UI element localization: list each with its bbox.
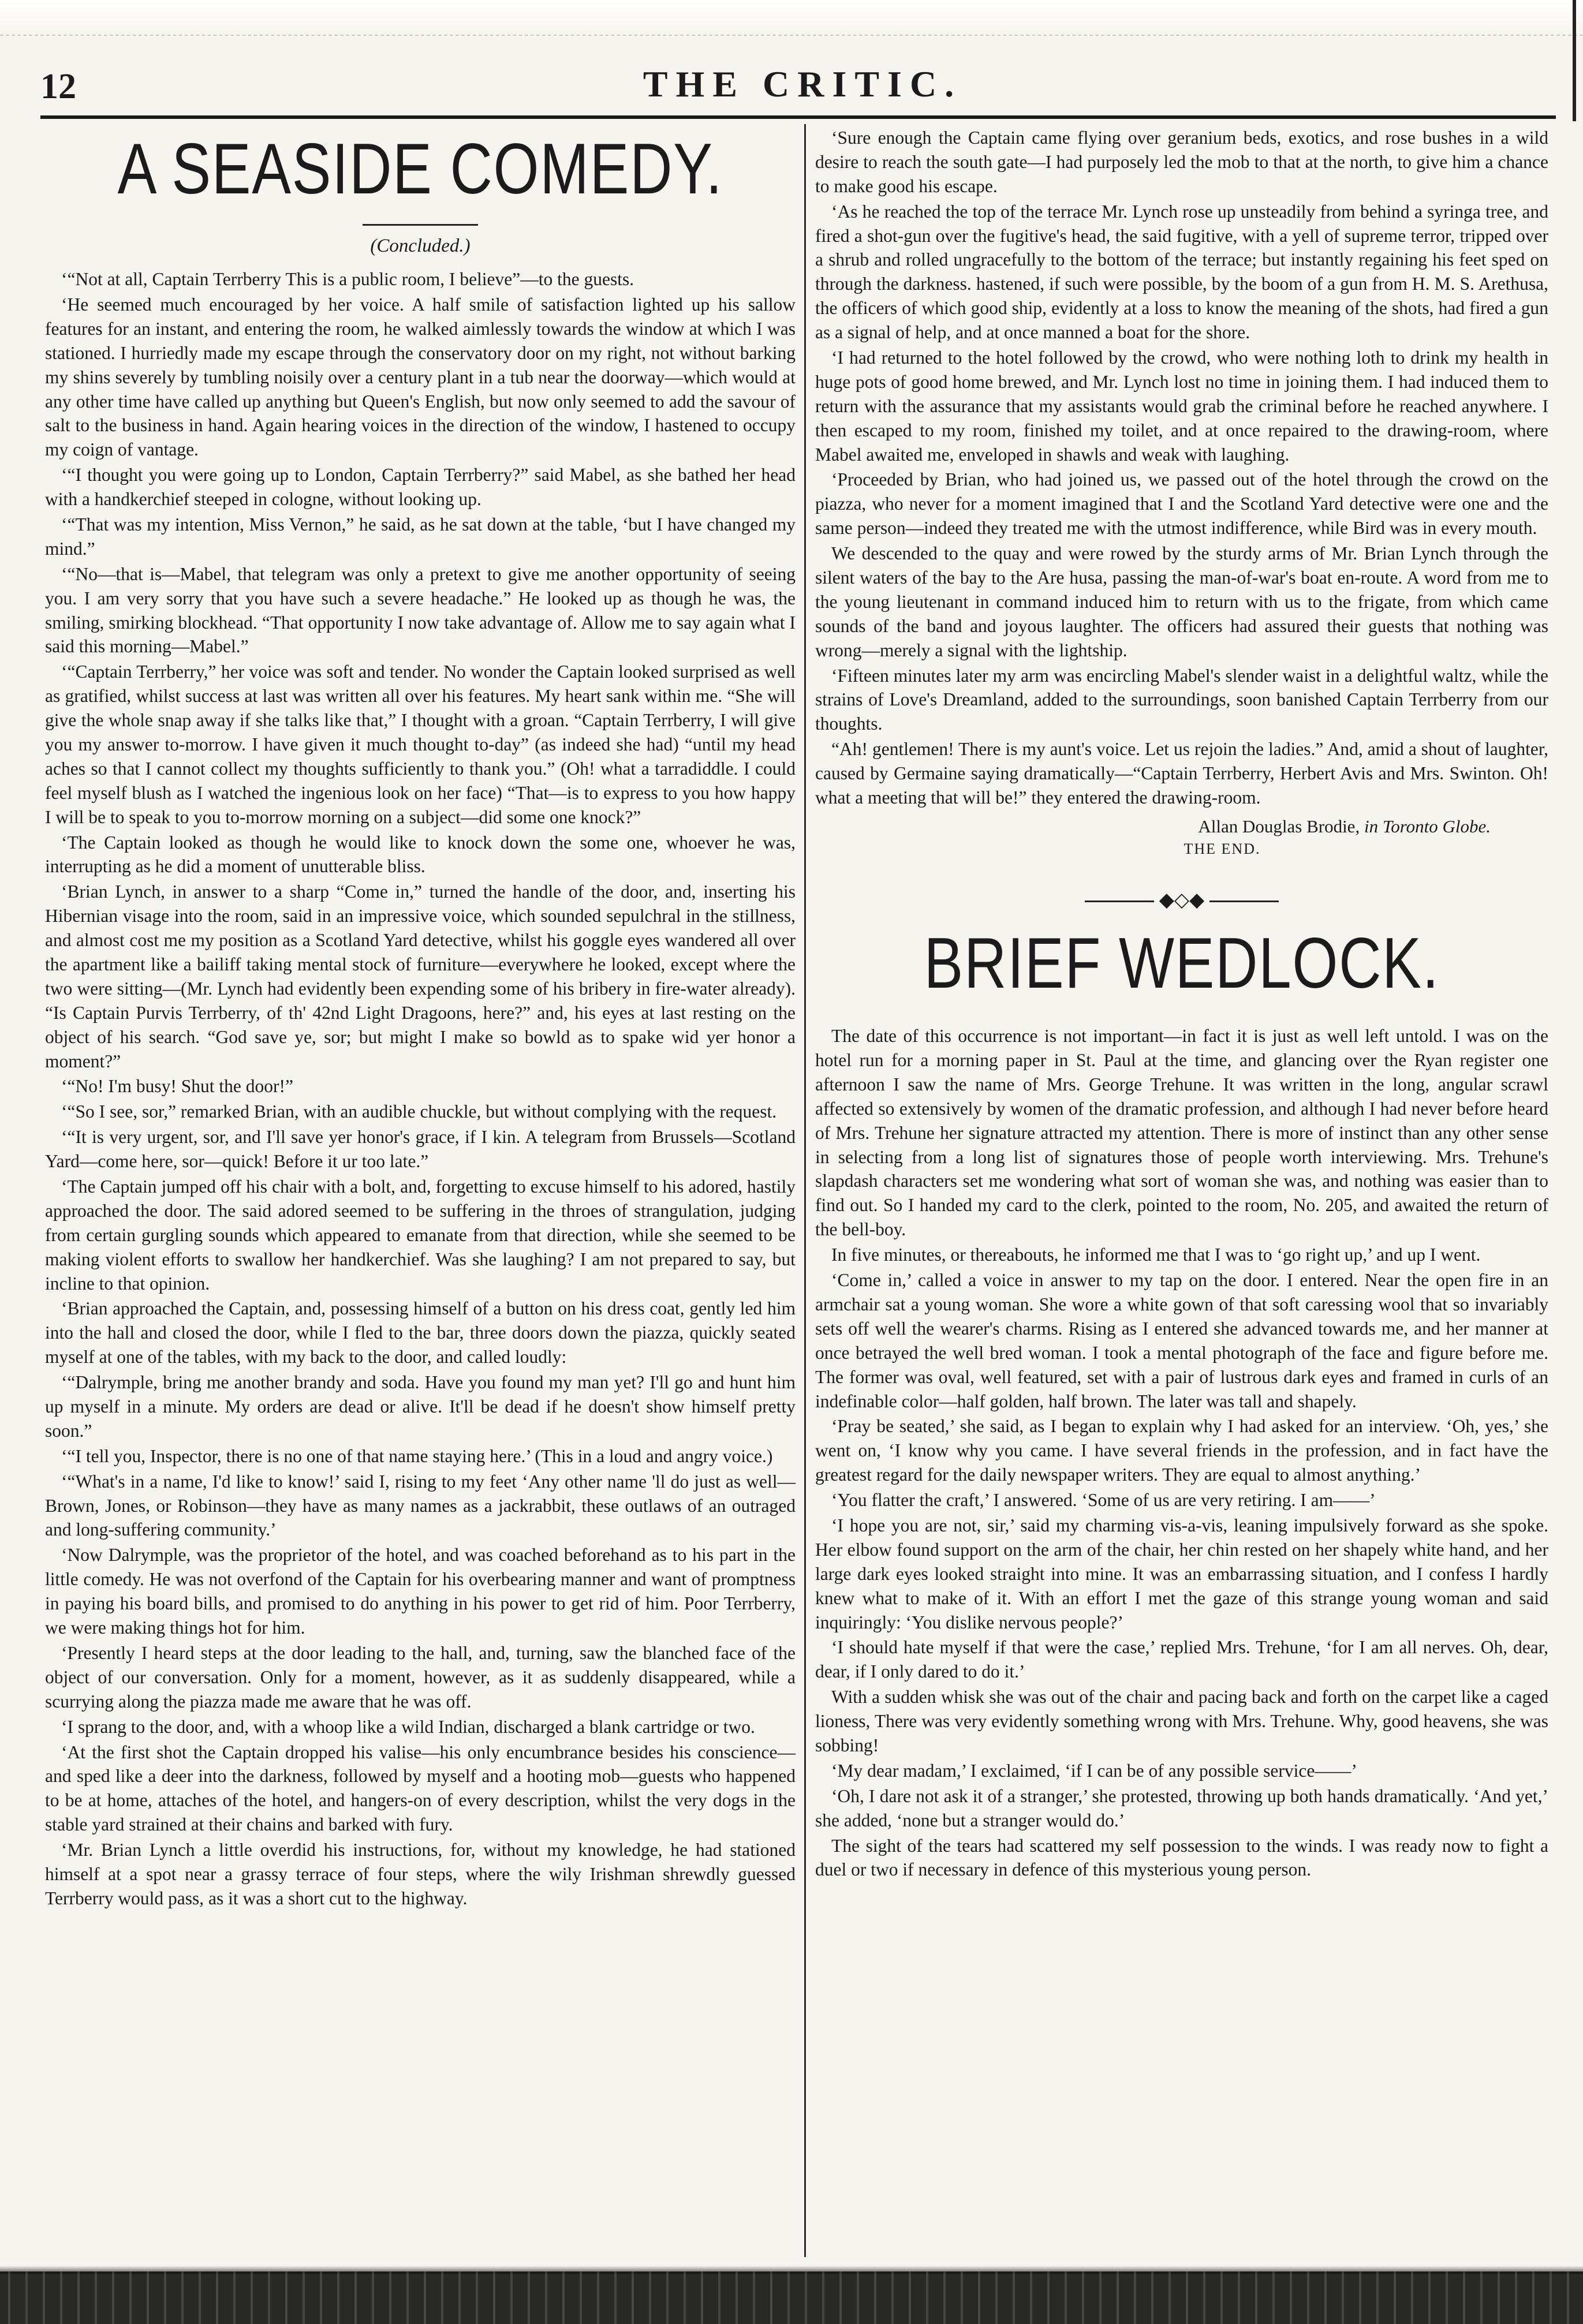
story1-paragraph: ‘“That was my intention, Miss Vernon,” he said, as he sat down at the table, ‘but I have changed my mind.” (45, 514, 796, 559)
story1-paragraph: ‘“No! I'm busy! Shut the door!” (61, 1076, 293, 1097)
story2-paragraph: ‘You flatter the craft,’ I answered. ‘Some of us are very retiring. I am——’ (831, 1490, 1376, 1511)
story2-paragraph: ‘Come in,’ called a voice in answer to my tap on the door. I entered. Near the open fire in an armchair sat a young woman. She wore a white gown of that soft caressing wool that so invariably sets off well the wearer's charms. Rising as I entered she advanced towards me, and her manner at once betrayed the well bred woman. I took a mental photograph of the face and figure before me. The former was oval, well featured, set with a pair of lustrous dark eyes and framed in curls of an indefinable color—half golden, half brown. The later was tall and shapely. (815, 1270, 1548, 1411)
story2-paragraph: With a sudden whisk she was out of the chair and pacing back and forth on the carpet like a caged lioness, There was very evidently something wrong with Mrs. Trehune. Why, good heavens, she was sobbing! (815, 1687, 1548, 1755)
right-column (815, 126, 1548, 1883)
story1-paragraph: ‘Proceeded by Brian, who had joined us, we passed out of the hotel through the crowd on the piazza, who never for a moment imagined that I and the Scotland Yard detective were one and the same person—indeed they treated me with the utmost indifference, while Bird was in every mouth. (815, 469, 1548, 539)
column-divider (804, 124, 806, 2257)
story2-paragraph: The sight of the tears had scattered my self possession to the winds. I was ready now to fight a duel or two if necessary in defence of this mysterious young person. (815, 1835, 1548, 1880)
story1-paragraph (45, 1838, 796, 1911)
story1-paragraph: ‘I sprang to the door, and, with a whoop like a wild Indian, discharged a blank cartridge or two. (61, 1716, 755, 1737)
story1-paragraph: ‘The Captain jumped off his chair with a bolt, and, forgetting to excuse himself to his adored, hastily approached the door. The said adored seemed to be suffering in the throes of strangulation, judging from certain gurgling sounds which appeared to emanate from that direction, while she seemed to be making violent efforts to swallow her handkerchief. Was she laughing? I am not prepared to say, but incline to that opinion. (45, 1176, 796, 1294)
scan-edge-mark (1573, 0, 1576, 121)
story1-paragraph: ‘“What's in a name, I'd like to know!’ said I, rising to my feet ‘Any other name 'll do just as well—Brown, Jones, or Robinson—they have as many names as a jackrabbit, these outlaws of an outraged and long-suffering community.’ (45, 1471, 796, 1540)
story1-paragraph: ‘At the first shot the Captain dropped his valise—his only encumbrance besides his conscience—and sped like a deer into the darkness, followed by myself and a hooting mob—guests who happened to be at home, attaches of the hotel, and hangers-on of every description, whilst the very dogs in the stable yard strained at their chains and barked with fury. (45, 1742, 796, 1835)
page-header (40, 61, 1565, 115)
story1-paragraph: ‘“Captain Terrberry,” her voice was soft and tender. No wonder the Captain looked surprised as well as gratified, whilst success at last was written all over his features. My heart sank within me. “She will give the whole snap away if she talks like that,” I thought with a groan. “Captain Terrberry, I will give you my answer to-morrow. I have given it much thought to-day” (as indeed she had) “until my head aches so that I cannot collect my thoughts sufficiently to thank you.” (Oh! what a tarradiddle. I could feel myself blush as I watched the ingenious look on her face) “That—is to express to you how happy I will be to speak to you to-morrow morning on a subject—did some one knock?” (45, 662, 796, 827)
story1-subtitle: (Concluded.) (370, 236, 471, 257)
story1-paragraph: ‘“I tell you, Inspector, there is no one of that name staying here.’ (This in a loud and angry voice.) (61, 1445, 773, 1466)
story1-paragraph: ‘Fifteen minutes later my arm was encircling Mabel's slender waist in a delightful waltz, while the strains of Love's Dreamland, added to the surroundings, soon banished Captain Terrberry from our thoughts. (815, 665, 1548, 734)
story1-paragraph: ‘“So I see, sor,” remarked Brian, with an audible chuckle, but without complying with the request. (61, 1101, 777, 1122)
story1-paragraph: ‘“It is very urgent, sor, and I'll save yer honor's grace, if I kin. A telegram from Brussels—Scotland Yard—come here, sor—quick! Before it ur too late.” (45, 1127, 796, 1172)
story2-title: BRIEF WEDLOCK. (924, 923, 1440, 1003)
scan-bottom-edge (0, 2271, 1583, 2324)
story1-paragraph: We descended to the quay and were rowed by the sturdy arms of Mr. Brian Lynch through the silent waters of the bay to the Are husa, passing the man-of-war's boat en-route. A word from me to the young lieutenant in command induced him to return with us to the frigate, from which came sounds of the band and joyous laughter. The officers had assured their guests that nothing was wrong—merely a signal with the lightship. (815, 543, 1548, 660)
story1-paragraph: ‘The Captain looked as though he would like to knock down the some one, whoever he was, interrupting as he did a moment of unutterable bliss. (45, 832, 796, 877)
story1-paragraph: ‘I had returned to the hotel followed by the crowd, who were nothing loth to drink my health in huge pots of good home brewed, and Mr. Lynch lost no time in joining them. I had induced them to return with the assurance that my assistants would grab the criminal before he reached anywhere. I then escaped to my room, finished my toilet, and at once repaired to the drawing-room, where Mabel awaited me, enveloped in shawls and weak with laughing. (815, 348, 1548, 465)
author-name: Allan Douglas Brodie, (1198, 816, 1360, 836)
scan-top-edge (0, 0, 1583, 36)
title-rule (363, 224, 478, 226)
page-number: 12 (40, 67, 76, 106)
the-end-label: THE END. (1183, 840, 1261, 858)
story2-paragraph: ‘My dear madam,’ I exclaimed, ‘if I can be of any possible service——’ (831, 1760, 1357, 1781)
story1-paragraph: ‘He seemed much encouraged by her voice. A half smile of satisfaction lighted up his sallow features for an instant, and entering the room, he walked aimlessly towards the window at which I was stationed. I hurriedly made my escape through the conservatory door on my right, not without barking my shins severely by tumbling noisily over a century plant in a tub near the doorway—which would at any other time have called up anything but Queen's English, but now only seemed to add the savour of salt to the business in hand. Again hearing voices in the direction of the window, I hastened to occupy my coign of vantage. (45, 294, 796, 460)
left-column (45, 126, 796, 1912)
story1-paragraph: ‘“No—that is—Mabel, that telegram was only a pretext to give me another opportunity of seeing you. I am very sorry that you have such a severe headache.” He looked up as though he was, the smiling, smirking blockhead. “That opportunity I now take advantage of. Allow me to say again what I said this morning—Mabel.” (45, 563, 796, 657)
author-signature (815, 814, 1548, 838)
story2-paragraph: ‘Oh, I dare not ask it of a stranger,’ she protested, throwing up both hands dramatically. ‘And yet,’ she added, ‘none but a stranger would do.’ (815, 1785, 1548, 1830)
story2-paragraph: ‘I should hate myself if that were the case,’ replied Mrs. Trehune, ‘for I am all nerves. Oh, dear, dear, if I only dared to do it.’ (815, 1637, 1548, 1682)
story1-paragraph: ‘Presently I heard steps at the door leading to the hall, and, turning, saw the blanched face of the object of our conversation. Only for a moment, however, as it as suddenly disappeared, while a scurrying along the piazza made me aware that he was off. (45, 1642, 796, 1712)
story1-paragraph: ‘“I thought you were going up to London, Captain Terrberry?” said Mabel, as she bathed her head with a handkerchief steeped in cologne, without looking up. (45, 465, 796, 510)
story2-paragraph: ‘I hope you are not, sir,’ said my charming vis-a-vis, leaning impulsively forward as she spoke. Her elbow found support on the arm of the chair, her chin rested on her shapely white hand, and her large dark eyes looked straight into mine. It was an embarrassing situation, and I confess I hardly knew what to make of it. With an effort I met the gaze of this strange young woman and said inquiringly: ‘You dislike nervous people?’ (815, 1515, 1548, 1632)
story1-paragraph: ‘As he reached the top of the terrace Mr. Lynch rose up unsteadily from behind a syringa tree, and fired a shot-gun over the fugitive's head, the said fugitive, with a yell of supreme terror, tripped over a shrub and rolled ungracefully to the bottom of the terrace; but instantly regaining his feet sped on through the darkness. hastened, if such were possible, by the boom of a gun from H. M. S. Arethusa, the officers of which good ship, evidently at a loss to know the meaning of the shots, had fired a gun as a signal of help, and at once manned a boat for the shore. (815, 201, 1548, 343)
story1-paragraph: ‘“Dalrymple, bring me another brandy and soda. Have you found my man yet? I'll go and hunt him up myself in a minute. My orders are dead or alive. It'll be dead if he doesn't show himself pretty soon.” (45, 1372, 796, 1441)
story2-paragraph: The date of this occurrence is not important—in fact it is just as well left untold. I was on the hotel run for a morning paper in St. Paul at the time, and glancing over the Ryan register one afternoon I saw the name of Mrs. George Trehune. It was written in the long, angular scrawl affected so extensively by women of the dramatic profession, and although I had never before heard of Mrs. Trehune her signature attracted my attention. There is more of instinct than any other sense in selecting from a long list of signatures those of people worth interviewing. Mrs. Trehune's slapdash characters set me wondering what sort of woman she was, and nothing was easier than to find out. So I handed my card to the clerk, pointed to the room, No. 205, and awaited the return of the bell-boy. (815, 1026, 1548, 1240)
story1-paragraph: ‘“Not at all, Captain Terrberry This is a public room, I believe”—to the guests. (61, 269, 634, 290)
masthead: THE CRITIC. (643, 63, 962, 104)
story2-paragraph: ‘Pray be seated,’ she said, as I began to explain why I had asked for an interview. ‘Oh, yes,’ she went on, ‘I know why you came. I have several friends in the profession, and in fact have the greatest regard for the daily newspaper writers. They are equal to almost anything.’ (815, 1416, 1548, 1485)
header-rule (40, 115, 1556, 119)
story1-paragraph: ‘Brian Lynch, in answer to a sharp “Come in,” turned the handle of the door, and, inserting his Hibernian visage into the room, said in an impressive voice, which sounded sepulchral in the stillness, and almost cost me my position as a Scotland Yard detective, whilst his goggle eyes wandered all over the apartment like a bailiff taking mental stock of furniture—everywhere he looked, except where the two were sitting—(Mr. Lynch had evidently been expending some of his bribery in fire-water already). “Is Captain Purvis Terrberry, of th' 42nd Light Dragoons, here?” and, his eyes at last resting on the object of his search. “God save ye, sor; but might I make so bowld as to spake wid yer honor a moment?” (45, 881, 796, 1071)
story2-paragraph: In five minutes, or thereabouts, he informed me that I was to ‘go right up,’ and up I went. (831, 1245, 1481, 1265)
story1-paragraph: ‘Brian approached the Captain, and, possessing himself of a button on his dress coat, gently led him into the hall and closed the door, while I fled to the bar, three doors down the piazza, quickly seated myself at one of the tables, with my back to the door, and called loudly: (45, 1298, 796, 1368)
story1-paragraph: ‘Now Dalrymple, was the proprietor of the hotel, and was coached beforehand as to his part in the little comedy. He was not overfond of the Captain for his overbearing manner and want of promptness in paying his board bills, and promised to do anything in his power to get rid of him. Poor Terrberry, we were making things hot for him. (45, 1545, 796, 1638)
ornament-rule-left (1085, 901, 1154, 902)
story1-paragraph: ‘Sure enough the Captain came flying over geranium beds, exotics, and rose bushes in a wild desire to reach the south gate—I had purposely led the mob to that at the north, to give him a chance to make good his escape. (815, 128, 1548, 196)
story1-paragraph-text: ‘Mr. Brian Lynch a little overdid his instructions, for, without my knowledge, he had stationed himself at a spot near a grassy terrace of four steps, where the wily Irishman shrewdly guessed Terrberry would pass, as it was a short cut to the highway. (45, 1840, 796, 1908)
story1-paragraph: “Ah! gentlemen! There is my aunt's voice. Let us rejoin the ladies.” And, amid a shout of laughter, caused by Germaine saying dramatically—“Captain Terrberry, Herbert Avis and Mrs. Swinton. Oh! what a meeting that will be!” they entered the drawing-room. (815, 739, 1548, 808)
story1-title: A SEASIDE COMEDY. (117, 129, 723, 209)
ornament-rule-right (1209, 901, 1279, 902)
section-ornament: ◆◇◆ (815, 887, 1548, 913)
author-source: in Toronto Globe. (1364, 816, 1491, 836)
